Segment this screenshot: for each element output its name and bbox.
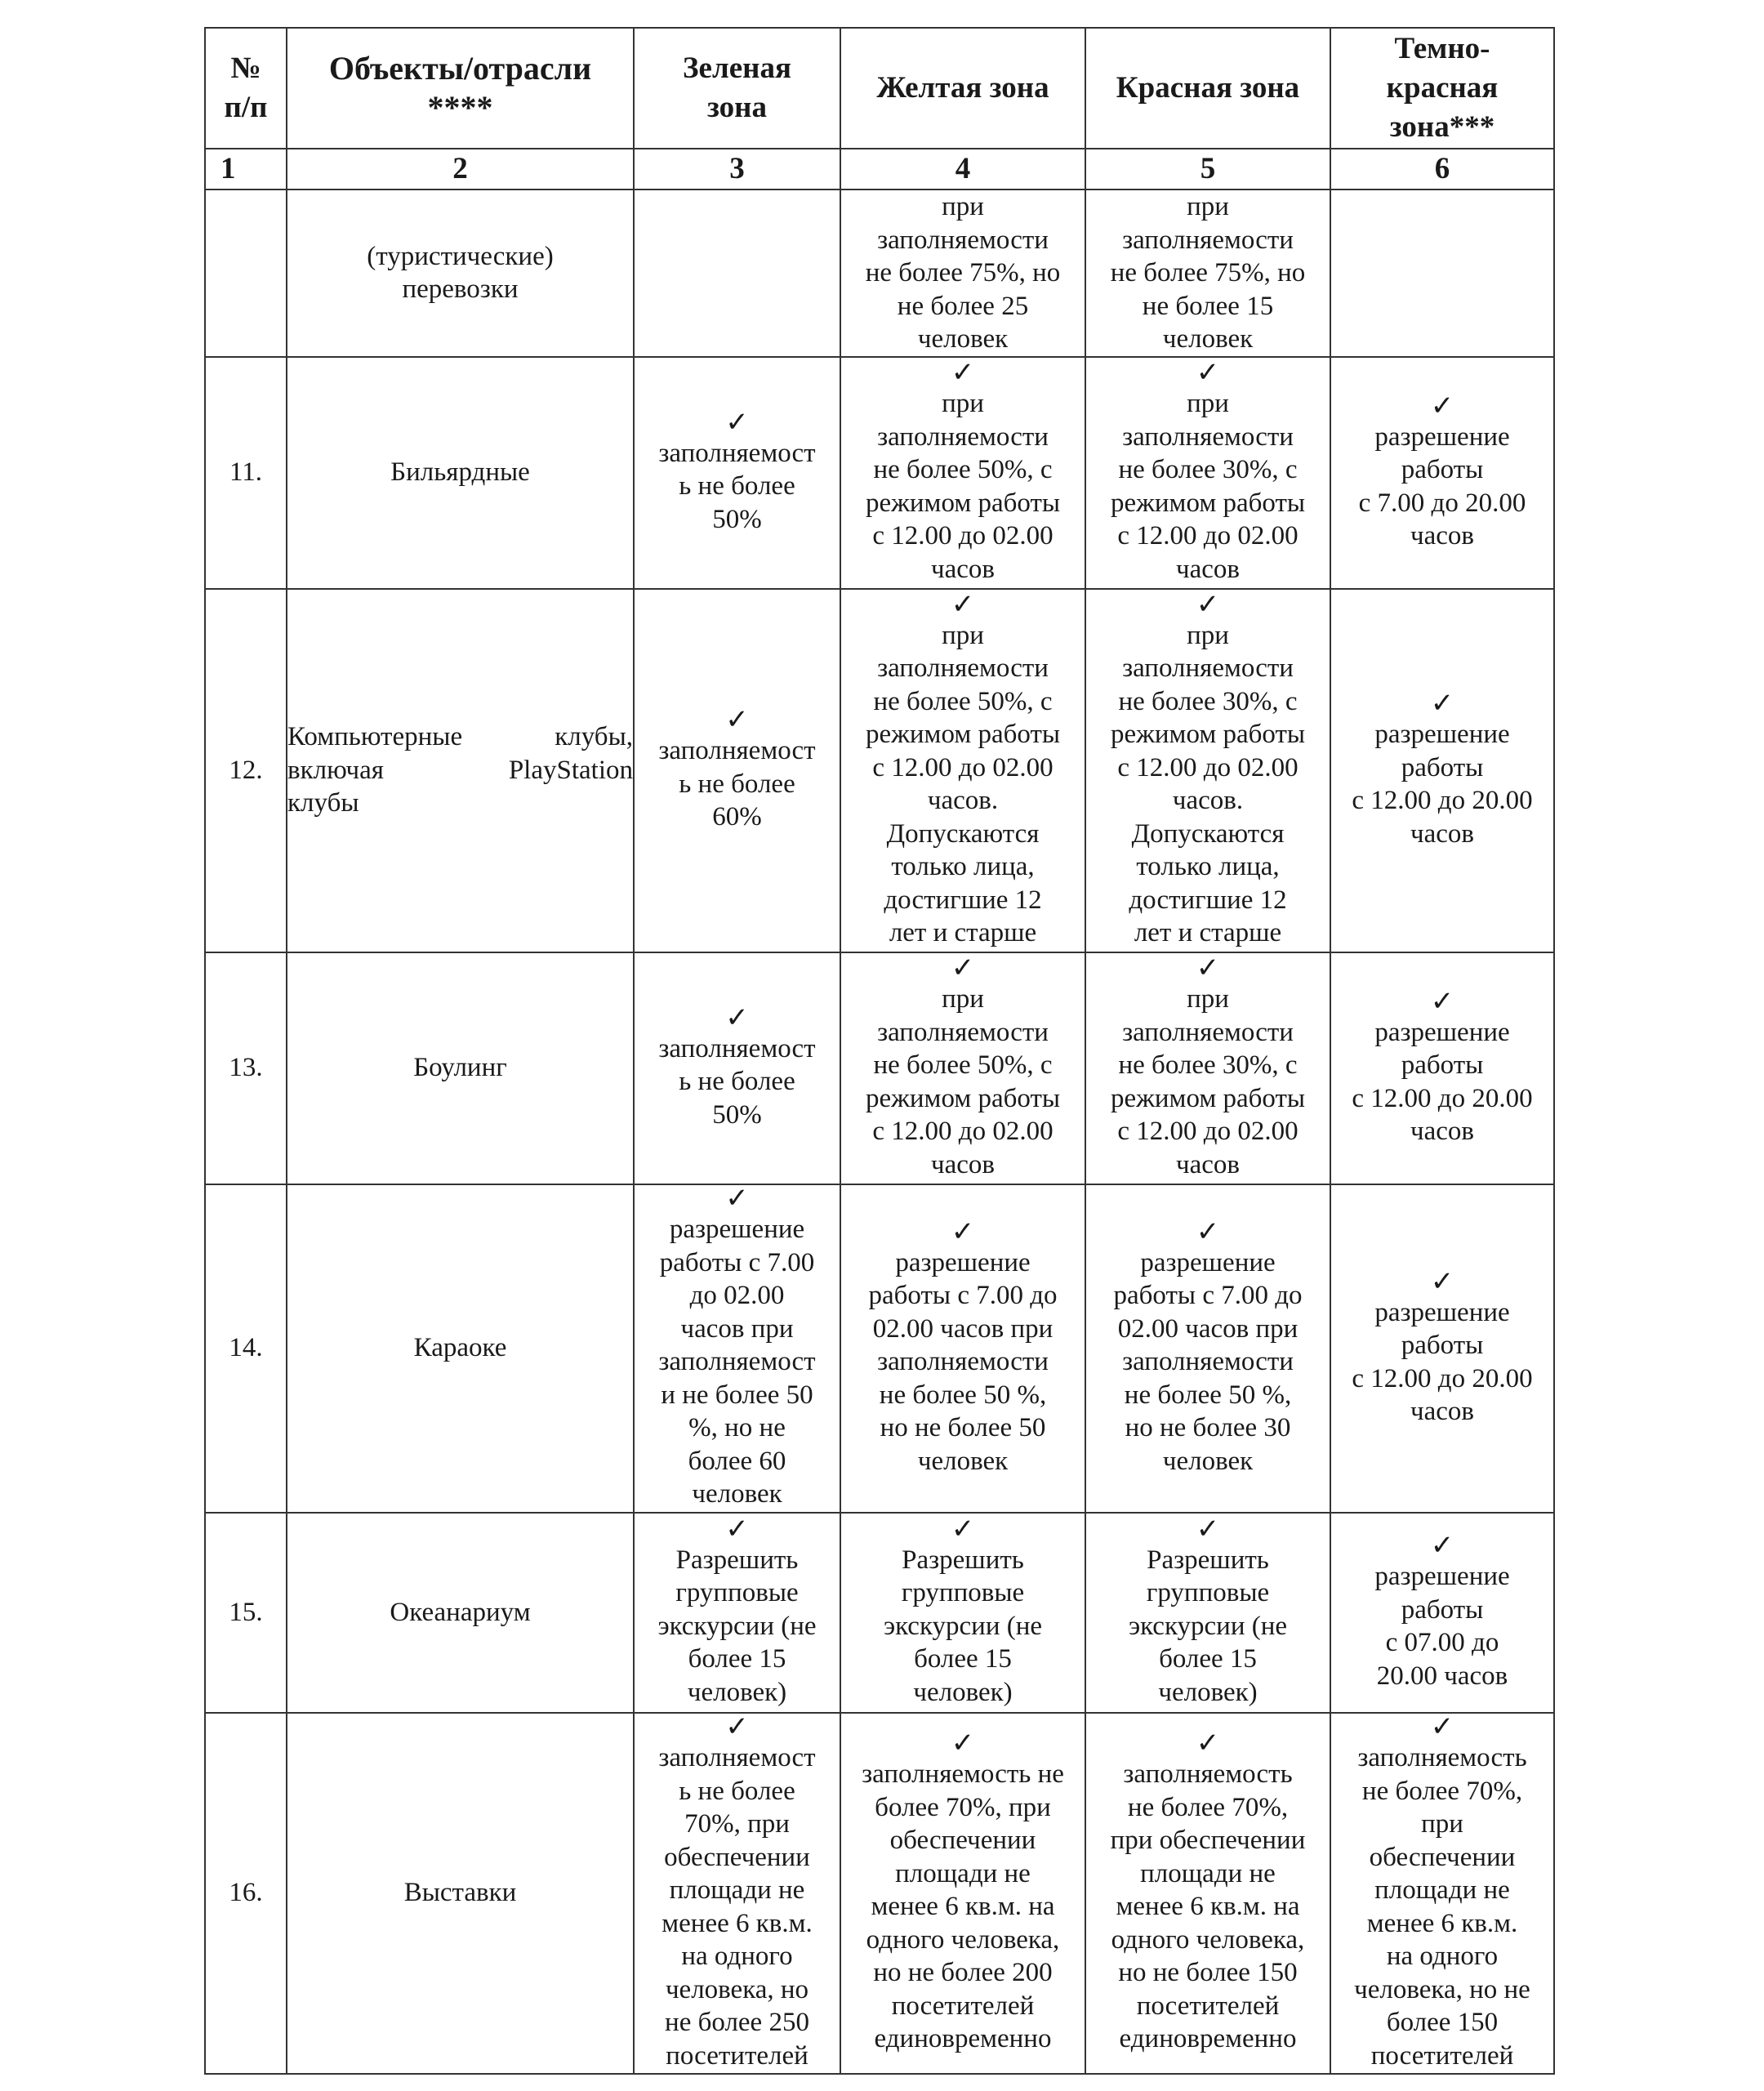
red-zone-cell <box>1085 1184 1330 1513</box>
header-yellow-zone: Желтая зона <box>840 28 1085 149</box>
table-row <box>205 189 1554 357</box>
column-number: 2 <box>287 149 634 189</box>
green-zone-cell <box>634 952 840 1184</box>
dark-red-zone-text: разрешение работы с 12.00 до 20.00 часов <box>1352 1297 1533 1426</box>
header-red-zone: Красная зона <box>1085 28 1330 149</box>
red-zone-cell <box>1085 357 1330 589</box>
table-row <box>205 589 1554 952</box>
green-zone-text: Разрешить групповые экскурсии (не более 15 человек) <box>657 1545 817 1707</box>
yellow-zone-text: Разрешить групповые экскурсии (не более 15 человек) <box>883 1545 1043 1707</box>
yellow-zone-cell <box>840 589 1085 952</box>
checkmark-icon: ✓ <box>1430 986 1454 1017</box>
checkmark-icon: ✓ <box>951 589 975 620</box>
header-dark-red-zone: Темно- красная зона*** <box>1330 28 1554 149</box>
column-number: 1 <box>205 149 287 189</box>
red-zone-cell: при заполняемости не более 75%, но не более 15 человек <box>1085 189 1330 357</box>
yellow-zone-cell: при заполняемости не более 75%, но не более 25 человек <box>840 189 1085 357</box>
object-name: Океанариум <box>287 1513 634 1713</box>
table-row <box>205 1184 1554 1513</box>
dark-red-zone-text: заполняемость не более 70%, при обеспечении площади не менее 6 кв.м. на одного человека, но не более 150 посетителей <box>1354 1743 1530 2071</box>
checkmark-icon: ✓ <box>951 1514 975 1545</box>
yellow-zone-cell <box>840 952 1085 1184</box>
dark-red-zone-cell <box>1330 1713 1554 2074</box>
object-name: Караоке <box>287 1184 634 1513</box>
red-zone-text: при заполняемости не более 30%, с режимом работы с 12.00 до 02.00 часов <box>1110 389 1306 584</box>
object-name-line: Компьютерные клубы, <box>287 722 633 752</box>
column-number: 4 <box>840 149 1085 189</box>
object-name <box>287 589 634 952</box>
object-name: Бильярдные <box>287 357 634 589</box>
yellow-zone-text: при заполняемости не более 50%, с режимом работы с 12.00 до 02.00 часов. Допускаются только лица, достигшие 12 лет и старше <box>865 620 1061 947</box>
checkmark-icon: ✓ <box>725 705 749 736</box>
yellow-zone-text: заполняемость не более 70%, при обеспечении площади не менее 6 кв.м. на одного человека, но не более 200 посетителей единовременно <box>862 1759 1064 2054</box>
green-zone-cell <box>634 1513 840 1713</box>
yellow-zone-cell <box>840 357 1085 589</box>
red-zone-text: при заполняемости не более 30%, с режимом работы с 12.00 до 02.00 часов <box>1110 984 1306 1179</box>
row-number: 13. <box>205 952 287 1184</box>
object-name: Выставки <box>287 1713 634 2074</box>
checkmark-icon: ✓ <box>725 1514 749 1545</box>
checkmark-icon: ✓ <box>1196 1514 1220 1545</box>
red-zone-text: Разрешить групповые экскурсии (не более 15 человек) <box>1128 1545 1288 1707</box>
checkmark-icon: ✓ <box>1430 689 1454 719</box>
row-number: 12. <box>205 589 287 952</box>
table-row <box>205 1513 1554 1713</box>
green-zone-cell <box>634 1713 840 2074</box>
row-number: 14. <box>205 1184 287 1513</box>
yellow-zone-text: разрешение работы с 7.00 до 02.00 часов при заполняемости не более 50 %, но не более 50 человек <box>868 1247 1058 1476</box>
yellow-zone-cell <box>840 1713 1085 2074</box>
red-zone-cell <box>1085 952 1330 1184</box>
object-name-line: клубы <box>287 788 359 818</box>
red-zone-text: заполняемость не более 70%, при обеспечении площади не менее 6 кв.м. на одного человека, но не более 150 посетителей единовременно <box>1110 1759 1306 2054</box>
zones-table <box>204 27 1555 2075</box>
header-number: № п/п <box>205 28 287 149</box>
green-zone-text: заполняемост ь не более 70%, при обеспечении площади не менее 6 кв.м. на одного человека, но не более 250 посетителей <box>658 1743 816 2071</box>
dark-red-zone-cell <box>1330 1513 1554 1713</box>
yellow-zone-text: при заполняемости не более 50%, с режимом работы с 12.00 до 02.00 часов <box>865 984 1061 1179</box>
dark-red-zone-cell <box>1330 357 1554 589</box>
header-green-zone: Зеленая зона <box>634 28 840 149</box>
green-zone-text: разрешение работы с 7.00 до 02.00 часов при заполняемост и не более 50 %, но не более 60 человек <box>658 1215 816 1509</box>
yellow-zone-cell <box>840 1513 1085 1713</box>
dark-red-zone-cell <box>1330 189 1554 357</box>
green-zone-text: заполняемост ь не более 60% <box>658 736 816 832</box>
green-zone-cell <box>634 589 840 952</box>
table-row <box>205 357 1554 589</box>
checkmark-icon: ✓ <box>1430 1712 1454 1742</box>
row-number <box>205 189 287 357</box>
red-zone-text: при заполняемости не более 30%, с режимом работы с 12.00 до 02.00 часов. Допускаются только лица, достигшие 12 лет и старше <box>1110 620 1306 947</box>
dark-red-zone-cell <box>1330 589 1554 952</box>
checkmark-icon: ✓ <box>725 1184 749 1215</box>
column-number: 5 <box>1085 149 1330 189</box>
row-number: 11. <box>205 357 287 589</box>
checkmark-icon: ✓ <box>951 1216 975 1247</box>
red-zone-cell <box>1085 589 1330 952</box>
checkmark-icon: ✓ <box>725 1712 749 1742</box>
row-number: 15. <box>205 1513 287 1713</box>
yellow-zone-text: при заполняемости не более 50%, с режимом работы с 12.00 до 02.00 часов <box>865 389 1061 584</box>
green-zone-cell <box>634 357 840 589</box>
object-name-line: включая PlayStation <box>287 755 633 785</box>
checkmark-icon: ✓ <box>1196 1216 1220 1247</box>
checkmark-icon: ✓ <box>1196 358 1220 388</box>
green-zone-cell <box>634 189 840 357</box>
header-row <box>205 28 1554 149</box>
dark-red-zone-text: разрешение работы с 07.00 до 20.00 часов <box>1374 1562 1510 1691</box>
red-zone-text: разрешение работы с 7.00 до 02.00 часов при заполняемости не более 50 %, но не более 30 человек <box>1113 1247 1303 1476</box>
dark-red-zone-cell <box>1330 952 1554 1184</box>
dark-red-zone-cell <box>1330 1184 1554 1513</box>
checkmark-icon: ✓ <box>951 1728 975 1759</box>
red-zone-cell <box>1085 1713 1330 2074</box>
dark-red-zone-text: разрешение работы с 12.00 до 20.00 часов <box>1352 1017 1533 1146</box>
checkmark-icon: ✓ <box>1196 589 1220 620</box>
checkmark-icon: ✓ <box>725 407 749 438</box>
checkmark-icon: ✓ <box>951 358 975 388</box>
checkmark-icon: ✓ <box>951 953 975 983</box>
green-zone-text: заполняемост ь не более 50% <box>658 1033 816 1130</box>
dark-red-zone-text: разрешение работы с 12.00 до 20.00 часов <box>1352 720 1533 849</box>
column-number-row <box>205 149 1554 189</box>
green-zone-text: заполняемост ь не более 50% <box>658 438 816 534</box>
green-zone-cell <box>634 1184 840 1513</box>
checkmark-icon: ✓ <box>725 1002 749 1033</box>
red-zone-cell <box>1085 1513 1330 1713</box>
table-row <box>205 952 1554 1184</box>
checkmark-icon: ✓ <box>1430 1531 1454 1561</box>
row-number: 16. <box>205 1713 287 2074</box>
header-objects: Объекты/отрасли **** <box>287 28 634 149</box>
table-row <box>205 1713 1554 2074</box>
object-name: Боулинг <box>287 952 634 1184</box>
checkmark-icon: ✓ <box>1430 390 1454 421</box>
dark-red-zone-text: разрешение работы с 7.00 до 20.00 часов <box>1358 421 1526 551</box>
checkmark-icon: ✓ <box>1196 1728 1220 1759</box>
checkmark-icon: ✓ <box>1430 1266 1454 1297</box>
column-number: 6 <box>1330 149 1554 189</box>
column-number: 3 <box>634 149 840 189</box>
checkmark-icon: ✓ <box>1196 953 1220 983</box>
yellow-zone-cell <box>840 1184 1085 1513</box>
object-name: (туристические) перевозки <box>287 189 634 357</box>
